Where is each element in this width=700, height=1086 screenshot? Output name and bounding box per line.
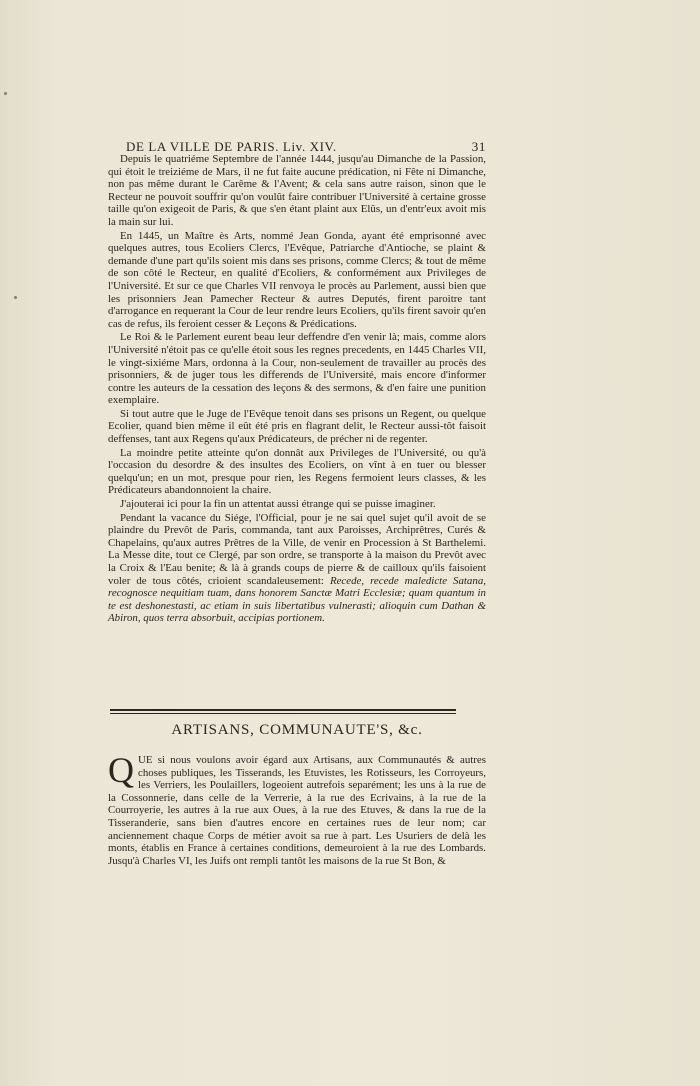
section-title: ARTISANS, COMMUNAUTE'S, &c. [171,722,423,738]
running-title: DE LA VILLE DE PARIS. Liv. XIV. [126,139,337,154]
main-text [108,153,486,625]
paragraph: En 1445, un Maître ès Arts, nommé Jean Gonda, ayant été emprisonné avec quelques autres, tous Ecoliers Clercs, l'Evêque, Patriarche d'Antioche, se plaint & demande d'une part qu'ils soient mis dans ses prisons, comme Clercs; & tout de même de son côté le Recteur, en qualité d'Ecoliers, & conformément aux Privileges de l'Université. Et sur ce que Charles VII renvoya le procès au Parlement, aussi bien que les prisonniers Jean Pamecher Recteur & autres Deputés, firent paroitre tant d'arrogance en requerant la Cour de leur rendre leurs Ecoliers, qu'ils firent savoir qu'en cas de refus, ils feroient cesser & Leçons & Prédications. [108,229,486,330]
paragraph-text: UE si nous voulons avoir égard aux Artisans, aux Communautés & autres choses publiques, les Tisserands, les Etuvistes, les Rotisseurs, les Corroyeurs, les Verriers, les Poulaillers, logeoient autrefois separément; les uns à la rue de la Cossonnerie, dans celle de la Verrerie, à la rue des Ecrivains, à la rue de la Courroyerie, les autres à la rue aux Oues, à la rue des Etuves, & dans la rue de la Tisseranderie, sans bien d'autres encore en certaines rues de leur nom; car anciennement chaque Corps de métier avoit sa rue à part. Les Usuriers de delà les monts, établis en France à certaines conditions, demeuroient à la rue des Lombards. Jusqu'à Charles VI, les Juifs ont rempli tantôt les maisons de la rue St Bon, & [108,754,486,867]
paragraph: Depuis le quatriéme Septembre de l'année 1444, jusqu'au Dimanche de la Passion, qui étoit le treiziéme de Mars, il ne fut faite aucune prédication, ni Fête ni Dimanche, non pas même durant le Carême & l'Avent; & cela sans autre raison, sinon que le Recteur ne pouvoit souffrir qu'on voulût faire contribuer l'Université à certaine grosse taille qu'on exigeoit de Paris, & que s'en étant plaint aux Elûs, un d'entr'eux avoit mis la main sur lui. [108,153,486,228]
paragraph-text: Pendant la vacance du Siége, l'Official, pour je ne sai quel sujet qu'il avoit de se plaindre du Prevôt de Paris, commanda, tant aux Paroisses, Archiprêtres, Curés & Chapelains, qu'aux autres Prêtres de la Ville, de venir en Procession à St Barthelemi. La Messe dite, tout ce Clergé, par son ordre, se transporte à la maison du Prevôt avec la Croix & l'Eau benite; & là à grands coups de pierre & de cailloux qu'ils faisoient voler de tous côtés, crioient scandaleusement: [108,511,486,587]
paragraph [108,512,486,625]
section-text [108,750,486,867]
paragraph: La moindre petite atteinte qu'on donnât aux Privileges de l'Université, ou qu'à l'occasion du desordre & des insultes des Ecoliers, on vînt à en tuer ou blesser quelqu'un; en un mot, presque pour rien, les Regens fermoient leurs classes, & les Prédicateurs abandonnoient la chaire. [108,446,486,497]
drop-cap: Q [108,750,134,790]
paragraph: Le Roi & le Parlement eurent beau leur deffendre d'en venir là; mais, comme alors l'Université n'étoit pas ce qu'elle étoit sous les regnes precedents, en 1445 Charles VII, le vingt-sixiéme Mars, ordonna à la Cour, non-seulement de travailler au procès des prisonniers, & de juger tous les differends de l'Université, mais encore d'informer contre les auteurs de la cessation des leçons & des sermons, & d'en faire une punition exemplaire. [108,331,486,407]
ink-speck [4,92,7,95]
section-divider [110,709,456,711]
latin-quote: Recede, recede maledicte Satana, recognosce nequitiam tuam, dans honorem Sanctæ Matri Ecclesiæ; quam quantum in te est deshonestasti, ac etiam in suis libertatibus vulnerasti; alioquin cum Dathan & Abiron, quos terra absorbuit, accipias portionem. [108,574,486,625]
page-number: 31 [471,139,486,154]
paragraph [108,750,486,867]
ink-speck [14,296,17,299]
paragraph: J'ajouterai ici pour la fin un attentat aussi étrange qui se puisse imaginer. [120,498,436,511]
paragraph: Si tout autre que le Juge de l'Evêque tenoit dans ses prisons un Regent, ou quelque Ecolier, quand bien même il eût été pris en flagrant delit, le Recteur aussi-tôt faisoit deffenses, tant aux Regens qu'aux Prédicateurs, de précher ni de regenter. [108,407,486,446]
